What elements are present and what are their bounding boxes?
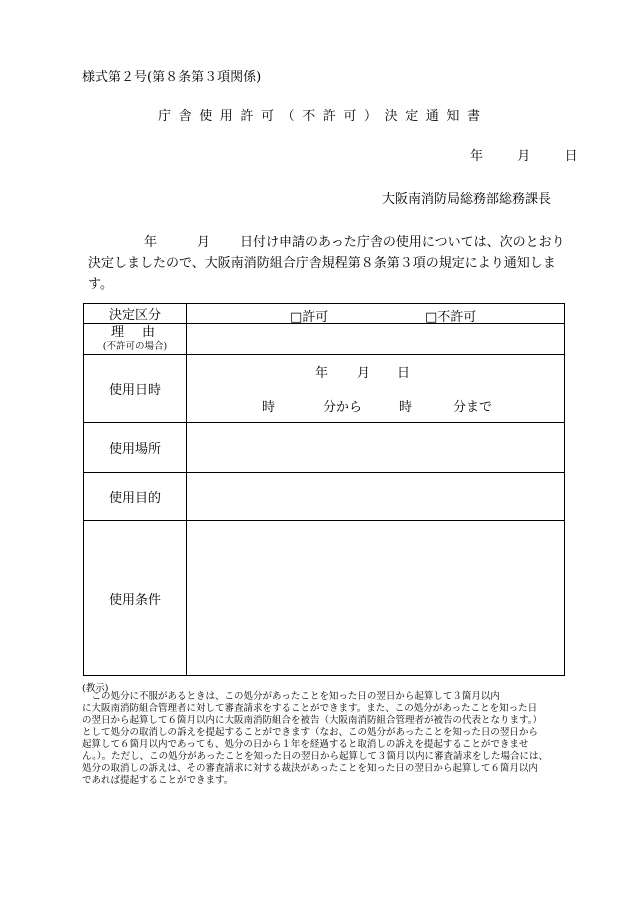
notes-body (82, 691, 568, 787)
issuer-name: 大阪南消防局総務部総務課長 (382, 192, 552, 207)
conditions-field[interactable] (187, 521, 565, 676)
body-line-3: す。 (88, 277, 113, 292)
datetime-field[interactable] (187, 355, 565, 423)
conditions-row (84, 521, 565, 676)
purpose-row (84, 473, 565, 521)
dt-year: 年 (315, 365, 329, 381)
datetime-label: 使用日時 (84, 355, 187, 423)
dt-day: 日 (397, 365, 411, 381)
form-number: 様式第２号(第８条第３項関係) (82, 70, 262, 85)
decision-row (84, 304, 565, 324)
date-month: 月 (517, 149, 531, 164)
body-year: 年 (144, 235, 158, 250)
reason-label-cell (84, 324, 187, 355)
reason-field[interactable] (187, 324, 565, 355)
reason-label: 理由 (110, 324, 173, 340)
notes-line: この処分に不服があるときは、この処分があったことを知った日の翌日から起算して３箇月以内 (82, 691, 500, 702)
dt-from: 分から (323, 399, 363, 415)
document-title: 庁舎使用許可（不許可）決定通知書 (158, 109, 488, 124)
notes-line: の翌日から起算して６箇月以内に大阪南消防組合を被告（大阪南消防組合管理者が被告の代表となります。） (82, 715, 542, 726)
conditions-label: 使用条件 (84, 521, 187, 676)
reason-sublabel: (不許可の場合) (102, 340, 168, 352)
reason-row (84, 324, 565, 355)
notes-line: 処分の取消しの訴えは、その審査請求に対する裁決があったことを知った日の翌日から起算して６箇月以内 (82, 763, 538, 774)
permit-checkbox[interactable]: □許可 (290, 310, 329, 325)
notes-line: であれば提起することができます。 (82, 775, 234, 786)
body-line-1-tail: 日付け申請のあった庁舎の使用については、次のとおり (240, 235, 565, 250)
dt-month: 月 (357, 365, 371, 381)
date-day: 日 (564, 149, 578, 164)
body-line-2: 決定しましたので、大阪南消防組合庁舎規程第８条第３項の規定により通知しま (88, 256, 556, 271)
date-year: 年 (470, 149, 484, 164)
dt-until: 分まで (453, 399, 493, 415)
notes-line: ん。）。ただし、この処分があったことを知った日の翌日から起算して３箇月以内に審査請求をした場合には、 (82, 751, 548, 762)
place-row (84, 423, 565, 473)
place-field[interactable] (187, 423, 565, 473)
decision-options (187, 304, 565, 324)
notes-heading: (教示) (82, 683, 109, 694)
issue-date-line (470, 145, 578, 164)
dt-hour: 時 (262, 399, 276, 415)
decision-label: 決定区分 (84, 304, 187, 324)
body-line-1 (88, 232, 565, 253)
place-label: 使用場所 (84, 423, 187, 473)
notes-line: に大阪南消防組合管理者に対して審査請求をすることができます。また、この処分があったことを知った日 (82, 703, 538, 714)
datetime-row (84, 355, 565, 423)
deny-checkbox[interactable]: □不許可 (425, 310, 477, 325)
purpose-label: 使用目的 (84, 473, 187, 521)
decision-table (83, 303, 565, 676)
notes-line: として処分の取消しの訴えを提起することができます（なお、この処分があったことを知った日の翌日から (82, 727, 538, 738)
dt-hour-2: 時 (399, 399, 413, 415)
notification-body (88, 232, 565, 295)
body-month: 月 (197, 235, 211, 250)
notes-line: 起算して６箇月以内であっても、処分の日から１年を経過すると取消しの訴えを提起することができませ (82, 739, 529, 750)
purpose-field[interactable] (187, 473, 565, 521)
